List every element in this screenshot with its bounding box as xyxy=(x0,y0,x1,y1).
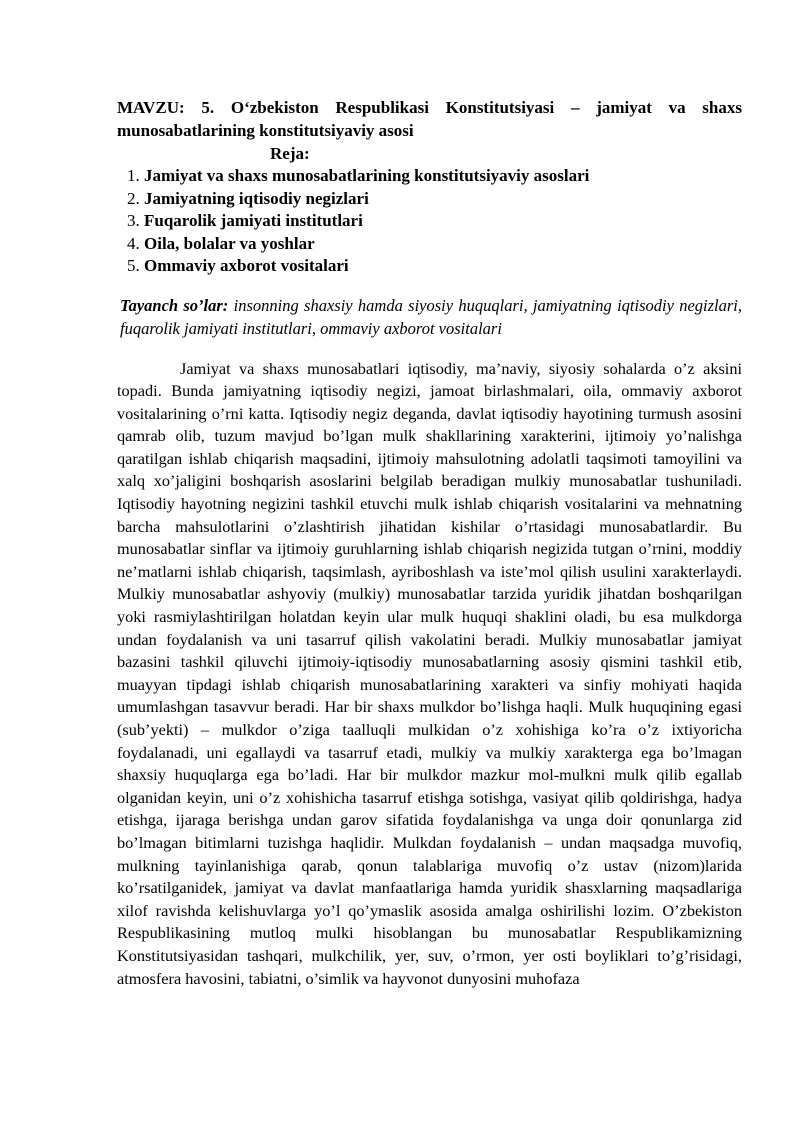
plan-item-text: Jamiyatning iqtisodiy negizlari xyxy=(144,188,369,208)
plan-item-text: Oila, bolalar va yoshlar xyxy=(144,233,315,253)
plan-item-text: Jamiyat va shaxs munosabatlarining konstitutsiyaviy asoslari xyxy=(144,166,590,185)
plan-item xyxy=(117,165,742,188)
document-title: MAVZU: 5. O‘zbekiston Respublikasi Konstitutsiyasi – jamiyat va shaxs munosabatlarining konstitutsiyaviy asosi xyxy=(117,98,742,140)
plan-item-number: 2. xyxy=(127,188,140,208)
plan-item xyxy=(117,255,742,278)
document-page xyxy=(117,96,742,990)
plan-item-number: 1. xyxy=(127,166,140,185)
body-paragraph: Jamiyat va shaxs munosabatlari iqtisodiy, ma’naviy, siyosiy sohalarda o’z aksini topadi. Bunda jamiyatning iqtisodiy negizi, jamoat birlashmalari, oila, ommaviy axborot vositalarining o’rni katta. Iqtisodiy negiz deganda, davlat iqtisodiy hayotining turmush asosini qamrab olib, tuzum mavjud bo’lgan mulk shakllarining xarakterini, ijtimoiy yo’nalishga qaratilgan ishlab chiqarish maqsadini, ijtimoiy mahsulotning adolatli taqsimoti tamoyilini va xalq xo’jaligini boshqarish asoslarini belgilab beradigan mulkiy munosabatlar tushuniladi. Iqtisodiy hayotning negizini tashkil etuvchi mulk ishlab chiqarish vositalarini va mehnatning barcha mahsulotlarini o’zlashtirish jihatidan kishilar o’rtasidagi munosabatlardir. Bu munosabatlar sinflar va ijtimoiy guruhlarning ishlab chiqarish negizida tutgan o’rnini, moddiy ne’matlarni ishlab chiqarish, taqsimlash, ayriboshlash va iste’mol qilish usulini xarakterlaydi. Mulkiy munosabatlar ashyoviy (mulkiy) munosabatlar tarzida yuridik jihatdan boshqarilgan yoki rasmiylashtirilgan holatdan keyin ular mulk huquqi shaklini oladi, bu esa mulkdorga undan foydalanish va uni tasarruf qilish vakolatini beradi. Mulkiy munosabatlar jamiyat bazasini tashkil qiluvchi ijtimoiy-iqtisodiy munosabatlarning asosiy qismini tashkil etib, muayyan tipdagi ishlab chiqarish munosabatlarining xarakteri va sinfiy mohiyati haqida umumlashgan tasavvur beradi. Har bir shaxs mulkdor bo’lishga haqli. Mulk huquqining egasi (sub’yekti) – mulkdor o’ziga taalluqli mulkidan o’z xohishiga ko’ra o’z ixtiyoricha foydalanadi, uni egallaydi va tasarruf etadi, mulkiy va mulkiy xarakterga ega bo’lmagan shaxsiy huquqlarga ega bo’ladi. Har bir mulkdor mazkur mol-mulkni mulk qilib egallab olganidan keyin, uni o’z xohishicha tasarruf etishga sotishga, vasiyat qilib qoldirishga, hadya etishga, ijaraga berishga undan garov sifatida foydalanishga va unga doir qonunlarga zid bo’lmagan bitimlarni tuzishga haqlidir. Mulkdan foydalanish – undan maqsadga muvofiq, mulkning tayinlanishiga qarab, qonun talablariga muvofiq o’z ustav (nizom)larida ko’rsatilganidek, jamiyat va davlat manfaatlariga hamda yuridik shasxlarning maqsadlariga xilof ravishda kelishuvlarga yo’l qo’ymaslik asosida amalga oshirilishi lozim. O’zbekiston Respublikasining mutloq mulki hisoblangan bu munosabatlar Respublikamizning Konstitutsiyasidan tashqari, mulkchilik, yer, suv, o’rmon, yer osti boyliklari to’g’risidagi, atmosfera havosini, tabiatni, o’simlik va hayvonot dunyosini muhofaza xyxy=(117,358,742,988)
keywords-label: Tayanch so’lar: xyxy=(120,295,229,315)
plan-item xyxy=(117,188,742,211)
plan-item xyxy=(117,233,742,256)
plan-item xyxy=(117,210,742,233)
keywords-paragraph xyxy=(120,294,742,340)
plan-item-text: Fuqarolik jamiyati institutlari xyxy=(144,211,363,230)
plan-item-text: Ommaviy axborot vositalari xyxy=(144,256,349,275)
keywords-text: insonning shaxsiy hamda siyosiy huquqlari, jamiyatning iqtisodiy negizlari, fuqarolik jamiyati institutlari, ommaviy axborot vositalari xyxy=(120,295,743,338)
plan-heading: Reja: xyxy=(270,144,310,163)
plan-list xyxy=(117,165,742,278)
plan-item-number: 5. xyxy=(127,256,140,275)
plan-item-number: 3. xyxy=(127,211,140,230)
plan-item-number: 4. xyxy=(127,233,140,253)
